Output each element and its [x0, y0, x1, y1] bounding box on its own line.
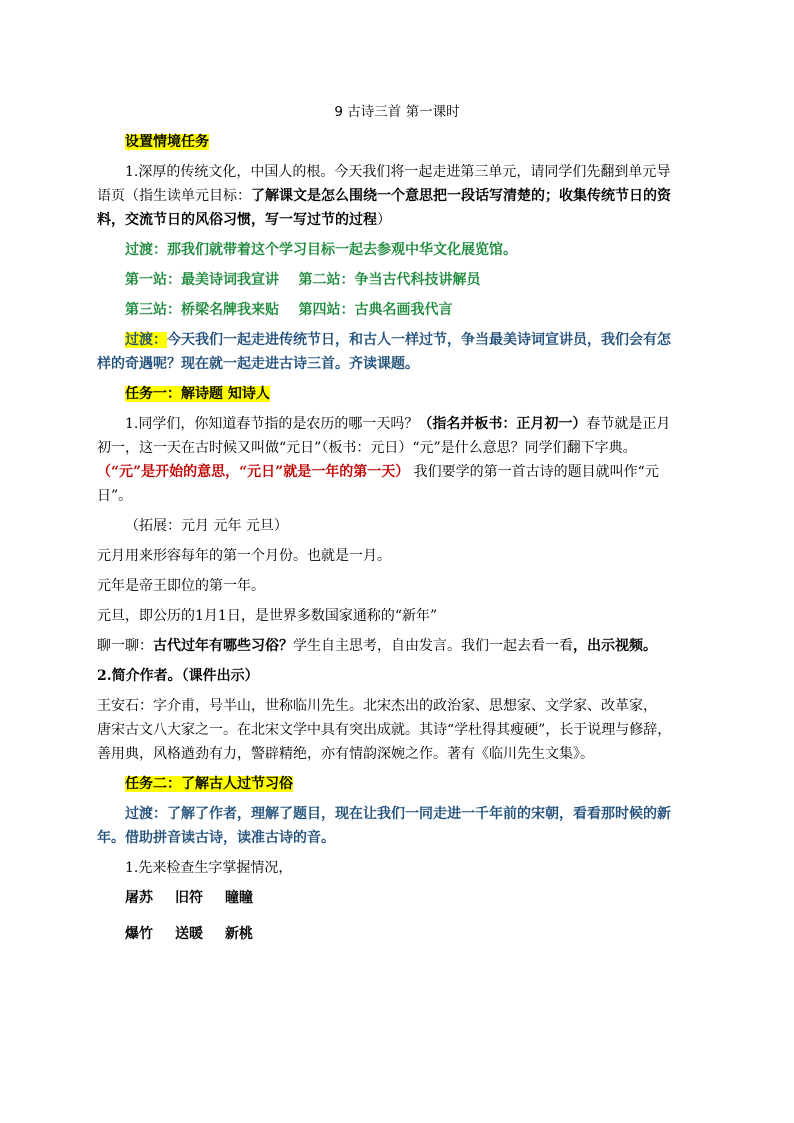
- vocab-row-2: [97, 922, 703, 946]
- vocab-word: 送暖: [175, 926, 203, 942]
- line: 1.深厚的传统文化，中国人的根。今天我们将一起走进第三单元，请同学们先翻到单元导: [125, 164, 671, 180]
- line: 年。借助拼音读古诗，读准古诗的音。: [97, 830, 335, 846]
- extension-2: 元年是帝王即位的第一年。: [97, 578, 265, 594]
- extension-1: 元月用来形容每年的第一个月份。也就是一月。: [97, 548, 391, 564]
- line: [97, 412, 703, 436]
- stations-row-1: [97, 268, 703, 292]
- task2-transition: [97, 802, 703, 850]
- author-paragraph: [97, 694, 703, 766]
- bold-text: 料，交流节日的风俗习惯，写一写过节的过程: [97, 212, 377, 228]
- vocab-word: 爆竹: [125, 926, 153, 942]
- text: ）: [377, 212, 391, 228]
- author-heading: 2.简介作者。（课件出示）: [97, 668, 259, 684]
- vocab-word: 新桃: [225, 926, 253, 942]
- bold-text: ，出示视频。: [573, 638, 657, 654]
- transition-text: 过渡：那我们就带着这个学习目标一起去参观中华文化展览馆。: [125, 242, 517, 258]
- station-3: 第三站：桥梁名牌我来贴: [125, 302, 279, 318]
- bold-text: 了解课文是怎么围绕一个意思把一段话写清楚的；收集传统节日的资: [251, 188, 671, 204]
- heading-highlight: 任务二：了解古人过节习俗: [125, 776, 293, 792]
- line: [97, 460, 703, 484]
- line: 过渡：了解了作者，理解了题目，现在让我们一同走进一千年前的宋朝，看看那时候的新: [125, 806, 671, 822]
- task2-heading: [97, 772, 703, 796]
- bold-text: （指名并板书：正月初一）: [418, 416, 587, 432]
- vocab-word: 旧符: [175, 890, 203, 906]
- paragraph-unit-intro: [97, 160, 703, 232]
- extension: （拓展：元月 元年 元旦）: [125, 518, 288, 534]
- line: 样的奇遇呢？现在就一起走进古诗三首。齐读课题。: [97, 356, 419, 372]
- line: 唐宋古文八大家之一。在北宋文学中具有突出成就。其诗“学杜得其瘦硬”，长于说理与修辞，: [97, 722, 672, 738]
- line: 善用典，风格遒劲有力，警辟精绝，亦有情韵深婉之作。著有《临川先生文集》。: [97, 746, 594, 762]
- vocab-row-1: [97, 886, 703, 910]
- paragraph-spring-festival: [97, 412, 703, 508]
- text: 语页（指生读单元目标：: [97, 188, 251, 204]
- text: 春节就是正月: [586, 416, 671, 432]
- station-4: 第四站：古典名画我代言: [298, 302, 453, 318]
- vocab-word: 瞳瞳: [225, 890, 253, 906]
- line: 王安石：字介甫，号半山，世称临川先生。北宋杰出的政治家、思想家、文学家、改革家，: [97, 698, 657, 714]
- section-heading: [97, 130, 703, 154]
- station-1: 第一站：最美诗词我宣讲: [125, 272, 279, 288]
- text: 今天我们一起走进传统节日，和古人一样过节，争当最美诗词宣讲员，我们会有怎: [167, 332, 671, 348]
- line: 初一，这一天在古时候又叫做“元日”（板书：元日）“元”是什么意思？同学们翻下字典。: [97, 440, 637, 456]
- text: 学生自主思考，自由发言。我们一起去看一看: [293, 638, 573, 654]
- page-title: 9 古诗三首 第一课时: [334, 104, 460, 120]
- line: 日”。: [97, 488, 133, 504]
- task1-heading: [97, 382, 703, 406]
- vocab-word: 屠苏: [125, 890, 153, 906]
- text: 我们要学的第一首古诗的题目就叫作“元: [409, 464, 659, 480]
- text: 1.同学们，你知道春节指的是农历的哪一天吗？: [125, 416, 419, 432]
- transition-label: 过渡：: [125, 332, 167, 348]
- check-line: 1.先来检查生字掌握情况，: [125, 860, 293, 876]
- transition-2: [97, 328, 703, 376]
- chat-paragraph: [97, 634, 703, 658]
- stations-row-2: [97, 298, 703, 322]
- station-2: 第二站：争当古代科技讲解员: [298, 272, 481, 288]
- heading-highlight: 任务一：解诗题 知诗人: [125, 386, 270, 402]
- heading-highlight: 设置情境任务: [125, 134, 209, 150]
- red-text: （“元”是开始的意思，“元日”就是一年的第一天）: [97, 464, 410, 480]
- line: [97, 328, 703, 352]
- line: [97, 208, 703, 232]
- document-body: [97, 130, 703, 958]
- extension-3: 元旦，即公历的1月1日，是世界多数国家通称的“新年”: [97, 608, 438, 624]
- text: 聊一聊：: [97, 638, 153, 654]
- line: [97, 184, 703, 208]
- bold-text: 古代过年有哪些习俗？: [153, 638, 293, 654]
